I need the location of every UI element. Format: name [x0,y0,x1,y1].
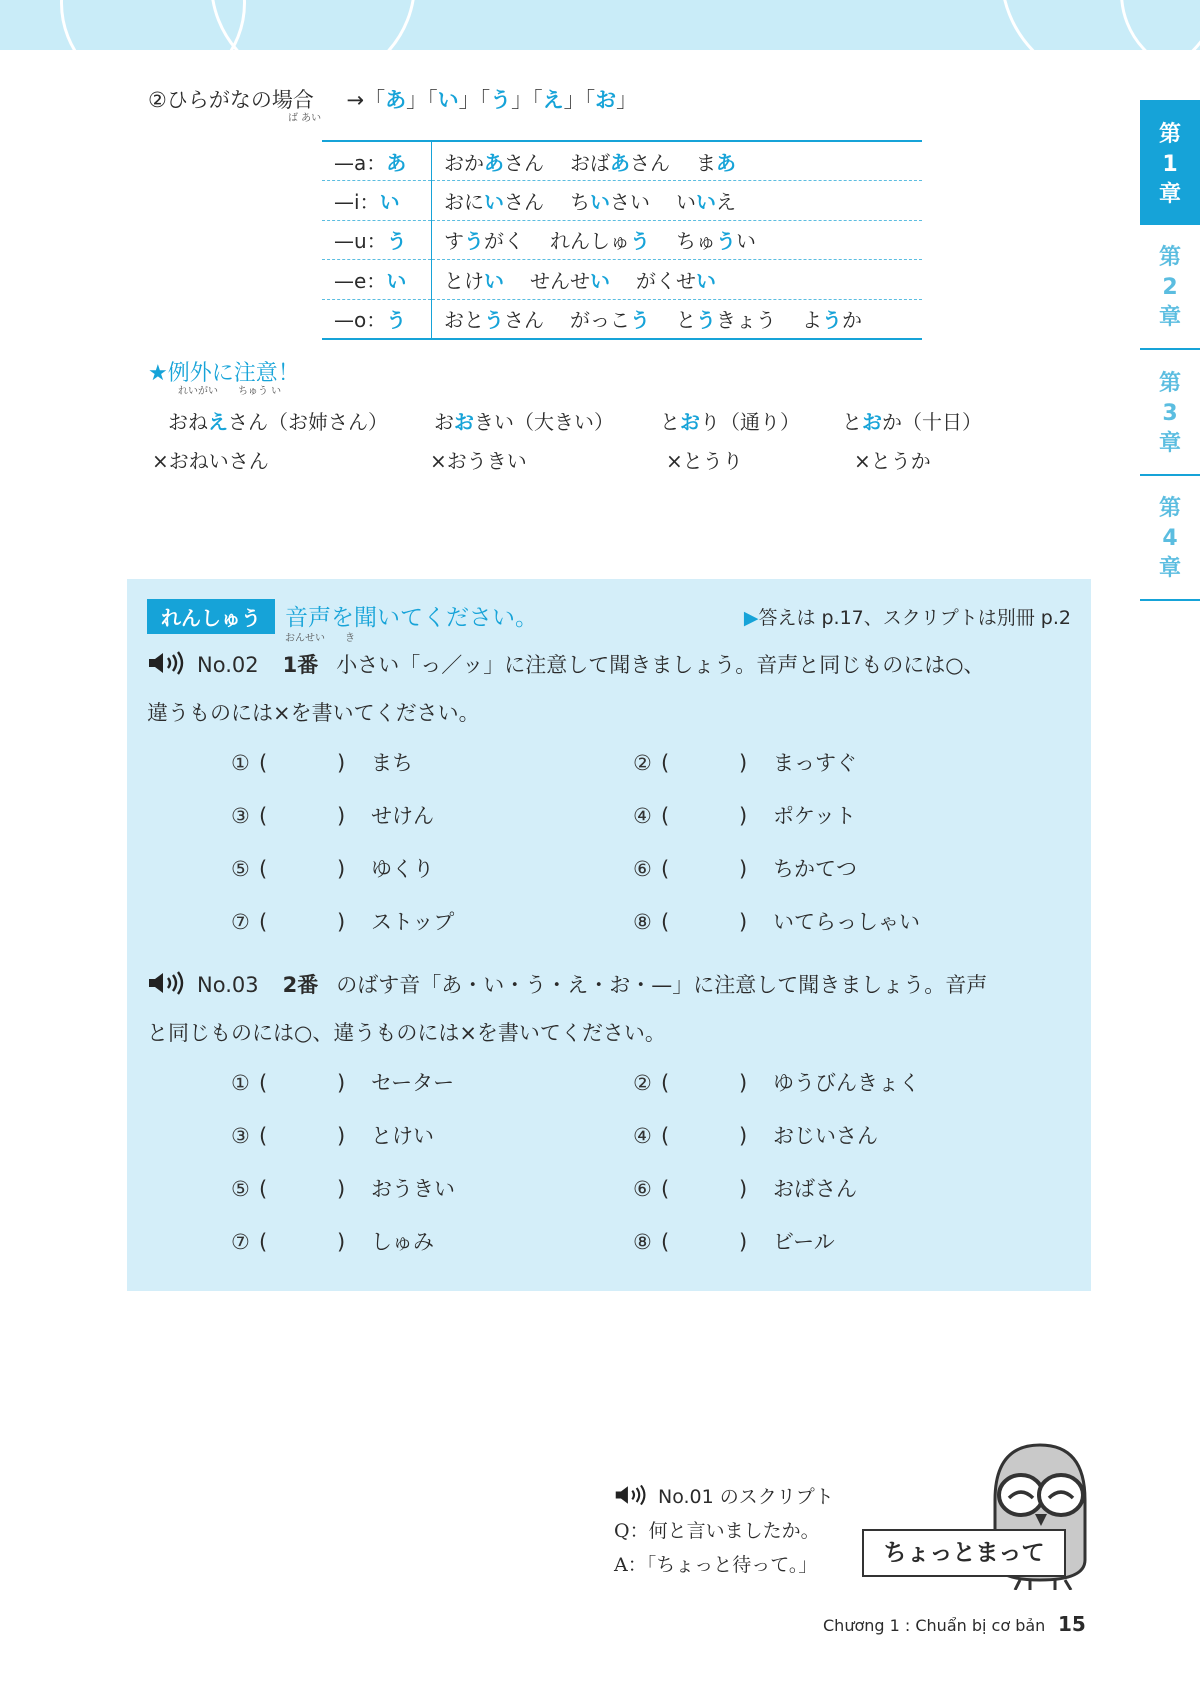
word-highlight: あ [484,150,504,175]
vowel-kana: い [386,268,407,293]
paren-open: ( [661,751,670,775]
example-word [676,190,736,214]
item-word: ゆうびんきょく [773,1071,920,1095]
examples-cell [432,181,923,221]
paren-close: ) [739,1177,748,1201]
item-word: とけい [371,1124,434,1148]
paren-open: ( [259,1230,268,1254]
exceptions-title-text: ★例外に注意！ [148,361,300,386]
practice-badge: れんしゅう [147,599,275,634]
chapter-tab-char: 1 [1162,152,1178,177]
word-highlight: い [696,189,716,214]
vowel-kana: う [386,308,407,332]
word-part: がく [484,229,524,254]
paren-close: ) [739,910,748,934]
paren-open: ( [259,1124,268,1148]
item-number: ⑤ [231,857,250,881]
paren-open: ( [661,910,670,934]
word-part: さい [610,189,650,214]
script-title-text: No.01 のスクリプト [658,1486,834,1508]
word-part: え [716,189,736,214]
speaker-icon[interactable] [147,646,193,691]
item-word: おじいさん [773,1124,878,1148]
vowel-cell [322,141,432,181]
answer-item [633,1067,920,1097]
paren-close: ) [337,1230,346,1254]
task-2-line-1 [147,963,1077,1011]
paren-close: ) [739,1124,748,1148]
paren-close: ) [337,751,346,775]
word-part: きい（大きい） [474,410,614,434]
item-number: ⑧ [633,1230,652,1254]
top-decorative-band [0,0,1200,50]
answer-blank[interactable] [661,910,773,934]
task-2-text-line-1: のばす音「あ・い・う・え・お・—」に注意して聞きましょう。音声 [336,973,988,997]
task-1-text-line-1: 小さい「っ／ッ」に注意して聞きましょう。音声と同じものには○、 [336,653,985,677]
paren-close: ) [337,857,346,881]
table-row [322,181,922,221]
example-word [444,190,544,214]
answer-note-text: 答えは p.17、スクリプトは別冊 p.2 [758,607,1071,629]
answer-item [231,1120,434,1150]
vowel-kana: い [379,189,400,214]
chapter-tab-char: 章 [1158,305,1181,330]
triangle-icon: ▶ [743,607,759,629]
item-number: ② [633,751,652,775]
answer-blank[interactable] [661,857,773,881]
item-number: ③ [231,1124,250,1148]
word-highlight: う [822,308,842,332]
item-word: ビール [773,1230,835,1254]
examples-cell [432,141,923,181]
item-word: おうきい [371,1177,455,1201]
answer-blank[interactable] [661,1071,773,1095]
item-number: ⑥ [633,1177,652,1201]
example-word [696,151,736,175]
paren-open: ( [259,1177,268,1201]
paren-close: ) [739,1071,748,1095]
chapter-tab-char: 章 [1158,182,1181,207]
paren-open: ( [661,857,670,881]
paren-open: ( [661,1177,670,1201]
vowel-label: —o： [334,308,387,332]
exception-wrong: ×おねいさん [152,449,269,473]
paren-close: ) [337,1177,346,1201]
item-number: ② [633,1071,652,1095]
task-1-track: No.02 [197,653,259,677]
word-highlight: え [208,410,228,434]
answer-blank[interactable] [259,1124,371,1148]
item-word: いてらっしゃい [773,910,920,934]
word-highlight: い [484,268,504,293]
answer-item [231,1173,455,1203]
section-heading [148,84,638,124]
item-number: ④ [633,1124,652,1148]
speaker-icon[interactable] [147,966,193,1011]
word-highlight: う [630,308,650,332]
example-word [444,229,524,253]
exceptions-title-ruby: れいがい ちゅう い [178,386,282,397]
word-highlight: う [464,229,484,254]
example-word [570,151,670,175]
word-part: す [444,229,464,254]
item-number: ⑦ [231,1230,250,1254]
answer-item [633,853,857,883]
vowel-cell [322,260,432,300]
exception-wrong: ×おうきい [430,449,527,473]
chapter-tab-char: 3 [1162,401,1178,426]
word-part: よ [802,308,822,332]
word-part: れんしゅ [550,229,630,254]
answer-note [744,603,1071,630]
section-heading-ruby: ば あい [288,113,322,124]
section-heading-arrow: →「あ」「い」「う」「え」「お」 [346,88,638,112]
chapter-tab-char: 第 [1158,371,1181,396]
chapter-tab-1[interactable] [1140,100,1200,225]
word-part: い [736,229,756,254]
paren-close: ) [337,1124,346,1148]
example-word [550,229,650,253]
chapter-tab-4[interactable] [1140,474,1200,601]
word-part: おか [444,150,484,175]
task-1-text-line-2: 違うものには×を書いてください。 [147,701,480,725]
exceptions-title [148,356,300,397]
answer-item [633,800,856,830]
practice-title [285,599,538,644]
table-row [322,260,922,300]
paren-open: ( [661,1124,670,1148]
word-highlight: い [696,268,716,293]
word-highlight: う [630,229,650,254]
answer-item [231,1067,454,1097]
paren-close: ) [337,1071,346,1095]
word-highlight: あ [716,150,736,175]
chapter-tab-char: 第 [1158,245,1181,270]
exception-correct [660,406,800,435]
exception-wrong: ×とうか [854,449,931,473]
vowel-cell [322,220,432,260]
task-2-track: No.03 [197,973,259,997]
word-part: ちゅ [676,229,716,254]
task-2 [147,963,1077,1056]
answer-blank[interactable] [661,751,773,775]
paren-close: ) [739,857,748,881]
word-highlight: う [484,308,504,332]
example-word [570,308,650,332]
answer-item [231,800,434,830]
example-word [444,269,504,293]
item-number: ③ [231,804,250,828]
answer-blank[interactable] [661,1230,773,1254]
vowel-kana: う [386,229,407,254]
exception-correct [434,406,614,435]
example-word [636,269,716,293]
word-part: おと [444,308,484,332]
task-1-number: 1番 [282,653,319,677]
chapter-tab-char: 4 [1162,526,1178,551]
exception-correct [842,406,982,435]
word-part: り（通り） [700,410,800,434]
word-highlight: い [590,268,610,293]
paren-open: ( [661,1071,670,1095]
answer-blank[interactable] [259,1230,371,1254]
example-word [802,308,862,332]
script-question: Q：何と言いましたか。 [614,1520,820,1542]
speaker-icon[interactable] [614,1484,654,1511]
task-1 [147,643,1077,736]
answer-item [231,1226,434,1256]
word-part: さん [504,150,544,175]
chapter-tab-char: 第 [1158,496,1181,521]
answer-item [633,1173,857,1203]
section-heading-text: ②ひらがなの場合 [148,88,314,112]
word-highlight: お [454,410,474,434]
word-highlight: い [590,189,610,214]
example-word [676,308,776,332]
word-part: さん [630,150,670,175]
table-row [322,299,922,339]
word-highlight: う [696,308,716,332]
task-1-line-1 [147,643,1077,691]
vowel-label: —a： [334,150,387,175]
vowel-label: —e： [334,268,387,293]
examples-cell [432,299,923,339]
answer-blank[interactable] [259,857,371,881]
practice-box [127,579,1091,1291]
exception-correct [168,406,388,435]
script-title [614,1482,834,1516]
example-word [530,269,610,293]
answer-item [633,906,920,936]
script-answer: A：「ちょっと待って。」 [614,1554,818,1576]
word-part: きょう [716,308,776,332]
example-word [570,190,650,214]
item-word: ポケット [773,804,856,828]
page-number: 15 [1058,1612,1086,1636]
task-2-number: 2番 [282,973,319,997]
answer-item [633,1120,878,1150]
vowel-table [322,140,922,340]
example-word [444,308,544,332]
word-part: がっこ [570,308,630,332]
exception-wrong: ×とうり [666,449,743,473]
answer-blank[interactable] [661,1177,773,1201]
paren-open: ( [259,910,268,934]
table-row [322,220,922,260]
answer-blank[interactable] [259,1177,371,1201]
answer-blank[interactable] [661,1124,773,1148]
word-highlight: あ [610,150,630,175]
vowel-cell [322,299,432,339]
paren-open: ( [661,804,670,828]
item-word: まち [371,751,413,775]
word-highlight: い [484,189,504,214]
word-part: い [676,189,696,214]
vowel-cell [322,181,432,221]
word-part: おね [168,410,208,434]
examples-cell [432,220,923,260]
item-word: せけん [371,804,434,828]
word-part: お [434,410,454,434]
item-word: ストップ [371,910,455,934]
item-word: セーター [371,1071,455,1095]
word-highlight: う [716,229,736,254]
chapter-tab-char: 章 [1158,431,1181,456]
vowel-label: —i： [334,189,380,214]
word-part: か [842,308,862,332]
item-number: ⑥ [633,857,652,881]
item-word: まっすぐ [773,751,857,775]
answer-item [231,853,434,883]
answer-blank[interactable] [259,1071,371,1095]
item-number: ① [231,1071,250,1095]
paren-open: ( [259,857,268,881]
chapter-tab-char: 2 [1162,275,1178,300]
chapter-tab-char: 第 [1158,122,1181,147]
chapter-tab-2[interactable] [1140,223,1200,350]
item-word: ゆくり [371,857,434,881]
word-part: ち [570,189,590,214]
answer-blank[interactable] [661,804,773,828]
word-part: ま [696,150,716,175]
item-number: ① [231,751,250,775]
word-part: せんせ [530,268,590,293]
practice-title-ruby: おんせい き [285,633,355,644]
paren-close: ) [337,804,346,828]
item-word: ちかてつ [773,857,857,881]
practice-title-text: 音声を聞いてください。 [285,605,538,631]
chapter-tab-char: 章 [1158,556,1181,581]
chapter-tab-3[interactable] [1140,349,1200,476]
word-part: と [660,410,680,434]
word-highlight: お [680,410,700,434]
script-box [614,1482,834,1584]
paren-close: ) [739,1230,748,1254]
paren-open: ( [259,1071,268,1095]
footer-chapter-text: Chương 1 : Chuẩn bị cơ bản [823,1616,1046,1635]
word-part: さん（お姉さん） [228,410,388,434]
example-word [676,229,756,253]
word-part: がくせ [636,268,696,293]
paren-close: ) [739,751,748,775]
answer-blank[interactable] [259,910,371,934]
item-word: おばさん [773,1177,857,1201]
item-number: ⑤ [231,1177,250,1201]
word-part: と [842,410,862,434]
word-part: さん [504,189,544,214]
word-part: さん [504,308,544,332]
answer-item [633,1226,835,1256]
item-word: しゅみ [371,1230,434,1254]
answer-item [633,747,857,777]
examples-cell [432,260,923,300]
word-part: と [676,308,696,332]
vowel-label: —u： [334,229,387,254]
paren-close: ) [739,804,748,828]
paren-open: ( [661,1230,670,1254]
word-part: おに [444,189,484,214]
word-part: か（十日） [882,410,982,434]
example-word [444,151,544,175]
item-number: ⑦ [231,910,250,934]
vowel-kana: あ [386,150,407,175]
answer-item [231,747,413,777]
answer-item [231,906,454,936]
paren-open: ( [259,804,268,828]
table-row [322,141,922,181]
task-2-text-line-2: と同じものには○、違うものには×を書いてください。 [147,1021,666,1045]
answer-blank[interactable] [259,751,371,775]
paren-open: ( [259,751,268,775]
chotto-matte-sign: ちょっとまって [862,1529,1066,1577]
item-number: ④ [633,804,652,828]
answer-blank[interactable] [259,804,371,828]
item-number: ⑧ [633,910,652,934]
word-highlight: お [862,410,882,434]
word-part: とけ [444,268,484,293]
paren-close: ) [337,910,346,934]
word-part: おば [570,150,610,175]
